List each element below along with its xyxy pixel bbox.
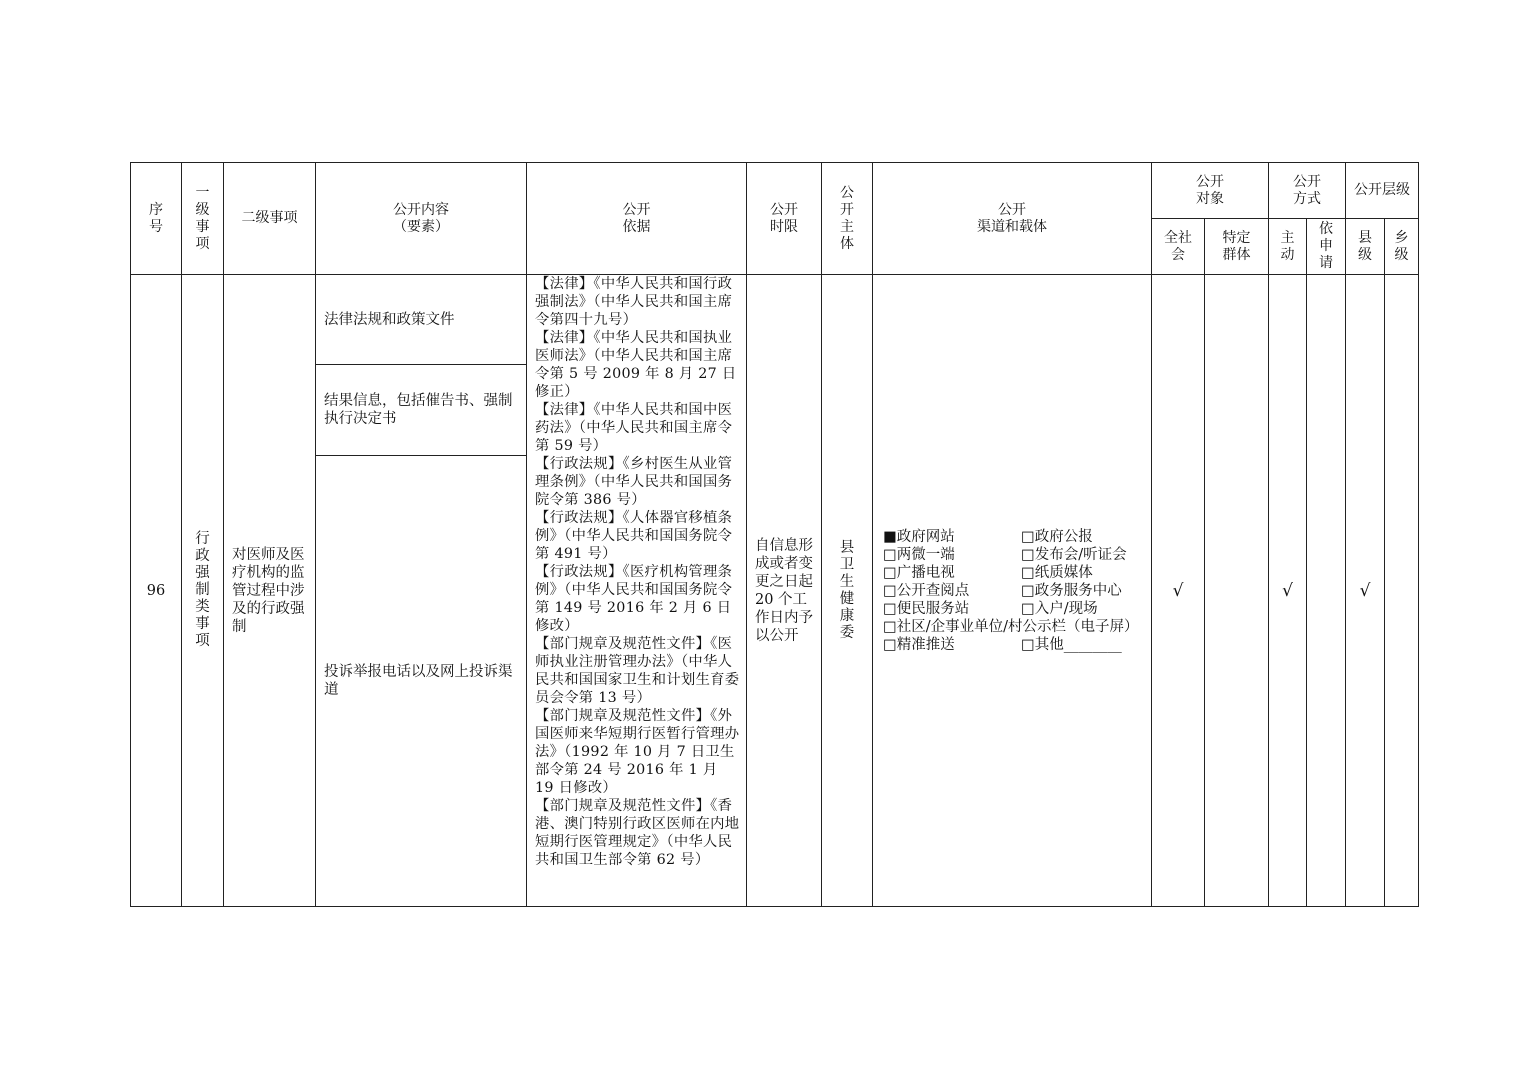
level-county-check: √	[1346, 275, 1385, 907]
header-basis: 公开 依据	[527, 163, 747, 275]
channel-precise-push: □精准推送	[883, 636, 955, 653]
header-subject: 公开主体	[822, 163, 873, 275]
content-item-1: 法律法规和政策文件	[316, 275, 527, 365]
row-level2: 对医师及医疗机构的监管过程中涉及的行政强制	[224, 275, 316, 907]
target-special-check	[1205, 275, 1269, 907]
header-level: 公开层级	[1346, 163, 1419, 219]
row-level1: 行政强制类事项	[182, 275, 224, 907]
channel-service-center: □政务服务中心	[1021, 582, 1122, 599]
row-channels	[873, 275, 1152, 907]
header-time: 公开 时限	[747, 163, 822, 275]
channel-convenience-station: □便民服务站	[883, 600, 970, 617]
row-subject: 县卫生健康委	[822, 275, 873, 907]
row-seq: 96	[131, 275, 182, 907]
basis-item: 【法律】《中华人民共和国行政强制法》（中华人民共和国主席令第四十九号）	[535, 276, 733, 328]
header-level-town: 乡级	[1385, 219, 1419, 275]
header-level-county: 县级	[1346, 219, 1385, 275]
basis-item: 【法律】《中华人民共和国中医药法》（中华人民共和国主席令第 59 号）	[535, 402, 733, 454]
channel-door-to-door: □入户/现场	[1021, 600, 1098, 617]
row-basis	[527, 275, 747, 907]
header-level1: 一级事项	[182, 163, 224, 275]
header-content: 公开内容 （要素）	[316, 163, 527, 275]
channel-weibo-wechat-app: □两微一端	[883, 546, 955, 563]
header-method-active: 主动	[1269, 219, 1307, 275]
channel-public-reading-point: □公开查阅点	[883, 582, 970, 599]
row-time-limit: 自信息形成或者变更之日起 20 个工作日内予以公开	[747, 275, 822, 907]
channel-gov-website: ■政府网站	[883, 528, 955, 545]
method-active-check: √	[1269, 275, 1307, 907]
header-method: 公开 方式	[1269, 163, 1346, 219]
channel-broadcast-tv: □广播电视	[883, 564, 955, 581]
basis-item: 【部门规章及规范性文件】《香港、澳门特别行政区医师在内地短期行医管理规定》（中华人民共和国卫生部令第 62 号）	[535, 798, 740, 868]
header-level2: 二级事项	[224, 163, 316, 275]
channel-print-media: □纸质媒体	[1021, 564, 1093, 581]
content-item-2: 结果信息，包括催告书、强制执行决定书	[316, 365, 527, 456]
header-target-all: 全社会	[1152, 219, 1205, 275]
header-target: 公开 对象	[1152, 163, 1269, 219]
disclosure-table	[130, 162, 1419, 907]
basis-item: 【部门规章及规范性文件】《医师执业注册管理办法》（中华人民共和国国家卫生和计划生育委员会令第 13 号）	[535, 636, 740, 706]
header-channel: 公开 渠道和载体	[873, 163, 1152, 275]
method-request-check	[1307, 275, 1346, 907]
level-town-check	[1385, 275, 1419, 907]
channel-press-hearing: □发布会/听证会	[1021, 546, 1127, 563]
basis-item: 【行政法规】《人体器官移植条例》（中华人民共和国国务院令第 491 号）	[535, 510, 733, 562]
target-all-check: √	[1152, 275, 1205, 907]
basis-item: 【法律】《中华人民共和国执业医师法》（中华人民共和国主席令第 5 号 2009 年 8 月 27 日修正）	[535, 330, 737, 400]
header-seq: 序号	[131, 163, 182, 275]
basis-item: 【部门规章及规范性文件】《外国医师来华短期行医暂行管理办法》（1992 年 10 月 7 日卫生部令第 24 号 2016 年 1 月 19 日修改）	[535, 708, 740, 796]
header-method-request: 依申请	[1307, 219, 1346, 275]
channel-gov-gazette: □政府公报	[1021, 528, 1093, 545]
content-item-3: 投诉举报电话以及网上投诉渠道	[316, 456, 527, 907]
channel-bulletin-board: □社区/企事业单位/村公示栏（电子屏）	[883, 618, 1139, 635]
basis-item: 【行政法规】《医疗机构管理条例》（中华人民共和国国务院令第 149 号 2016 年 2 月 6 日修改）	[535, 564, 733, 634]
basis-item: 【行政法规】《乡村医生从业管理条例》（中华人民共和国国务院令第 386 号）	[535, 456, 733, 508]
channel-other: □其他________	[1021, 636, 1122, 653]
header-target-special: 特定 群体	[1205, 219, 1269, 275]
